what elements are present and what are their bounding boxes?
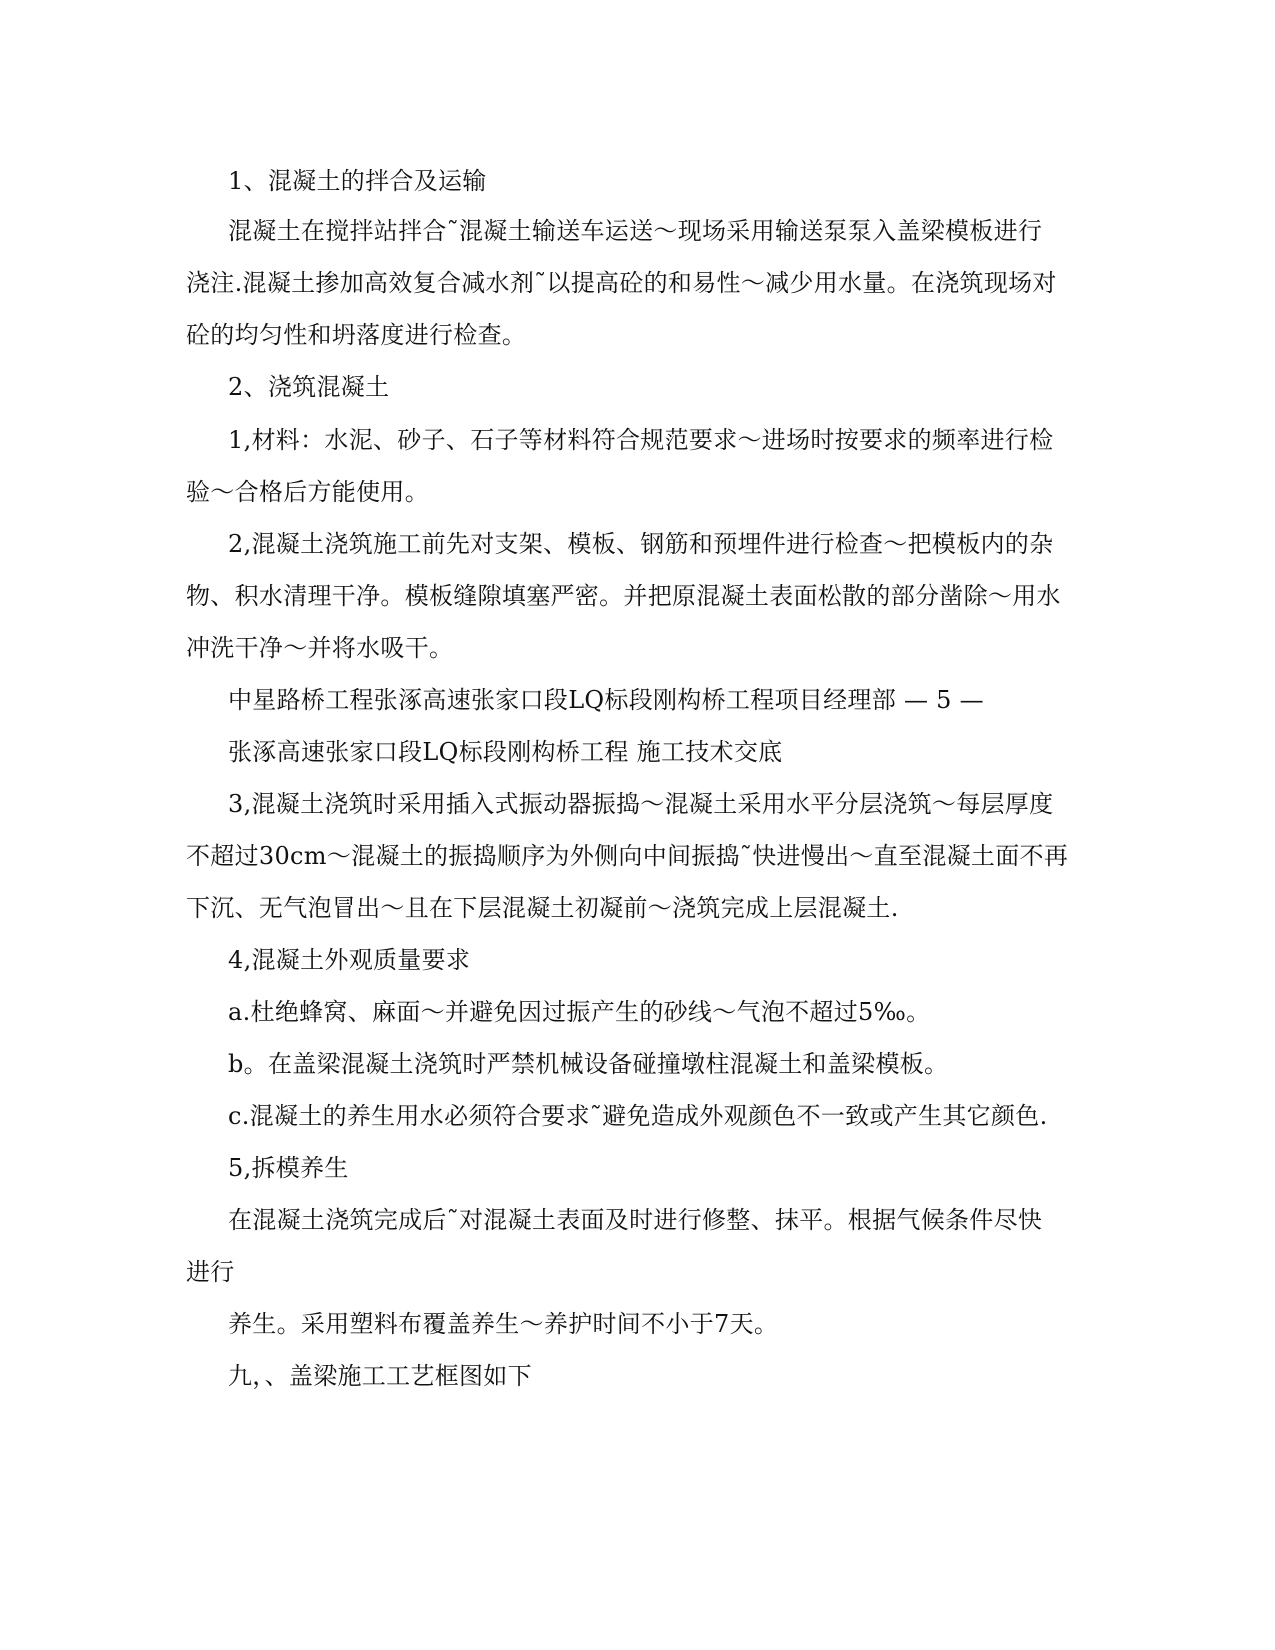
paragraph-line: 物、积水清理干净。模板缝隙填塞严密。并把原混凝土表面松散的部分凿除～用水	[186, 582, 1061, 610]
list-item: c.混凝土的养生用水必须符合要求˜避免造成外观颜色不一致或产生其它颜色.	[228, 1102, 1048, 1130]
paragraph-line: 3,混凝土浇筑时采用插入式振动器振捣～混凝土采用水平分层浇筑～每层厚度	[228, 790, 1054, 818]
subsection-heading-appearance: 4,混凝土外观质量要求	[228, 946, 471, 974]
paragraph-line: 冲洗干净～并将水吸干。	[186, 634, 454, 662]
list-item: b。在盖梁混凝土浇筑时严禁机械设备碰撞墩柱混凝土和盖梁模板。	[228, 1050, 949, 1078]
paragraph-line: 浇注.混凝土掺加高效复合减水剂˜以提高砼的和易性～减少用水量。在浇筑现场对	[186, 269, 1057, 297]
paragraph-line: 进行	[186, 1258, 235, 1286]
section-heading-flowchart: 九，、盖梁施工工艺框图如下	[228, 1362, 532, 1390]
list-item: a.杜绝蜂窝、麻面～并避免因过振产生的砂线～气泡不超过5‰。	[228, 998, 931, 1026]
paragraph-line: 砼的均匀性和坍落度进行检查。	[186, 321, 527, 349]
subsection-heading-curing: 5,拆模养生	[228, 1154, 349, 1182]
paragraph-line: 混凝土在搅拌站拌合˜混凝土输送车运送～现场采用输送泵泵入盖梁模板进行	[228, 217, 1043, 245]
paragraph-line: 养生。采用塑料布覆盖养生～养护时间不小于7天。	[228, 1310, 779, 1338]
page-footer: 中星路桥工程张涿高速张家口段LQ标段刚构桥工程项目经理部 — 5 —	[228, 686, 984, 714]
paragraph-line: 在混凝土浇筑完成后˜对混凝土表面及时进行修整、抹平。根据气候条件尽快	[228, 1206, 1043, 1234]
section-heading-pouring: 2、浇筑混凝土	[228, 373, 390, 401]
section-heading-mixing: 1、混凝土的拌合及运输	[228, 167, 487, 195]
paragraph-line: 不超过30cm～混凝土的振捣顺序为外侧向中间振捣˜快进慢出～直至混凝土面不再	[186, 842, 1069, 870]
paragraph-line: 1,材料：水泥、砂子、石子等材料符合规范要求～进场时按要求的频率进行检	[228, 426, 1054, 454]
paragraph-line: 下沉、无气泡冒出～且在下层混凝土初凝前～浇筑完成上层混凝土.	[186, 894, 899, 922]
paragraph-line: 2,混凝土浇筑施工前先对支架、模板、钢筋和预埋件进行检查～把模板内的杂	[228, 530, 1054, 558]
paragraph-line: 验～合格后方能使用。	[186, 478, 429, 506]
page-header: 张涿高速张家口段LQ标段刚构桥工程 施工技术交底	[228, 738, 783, 766]
